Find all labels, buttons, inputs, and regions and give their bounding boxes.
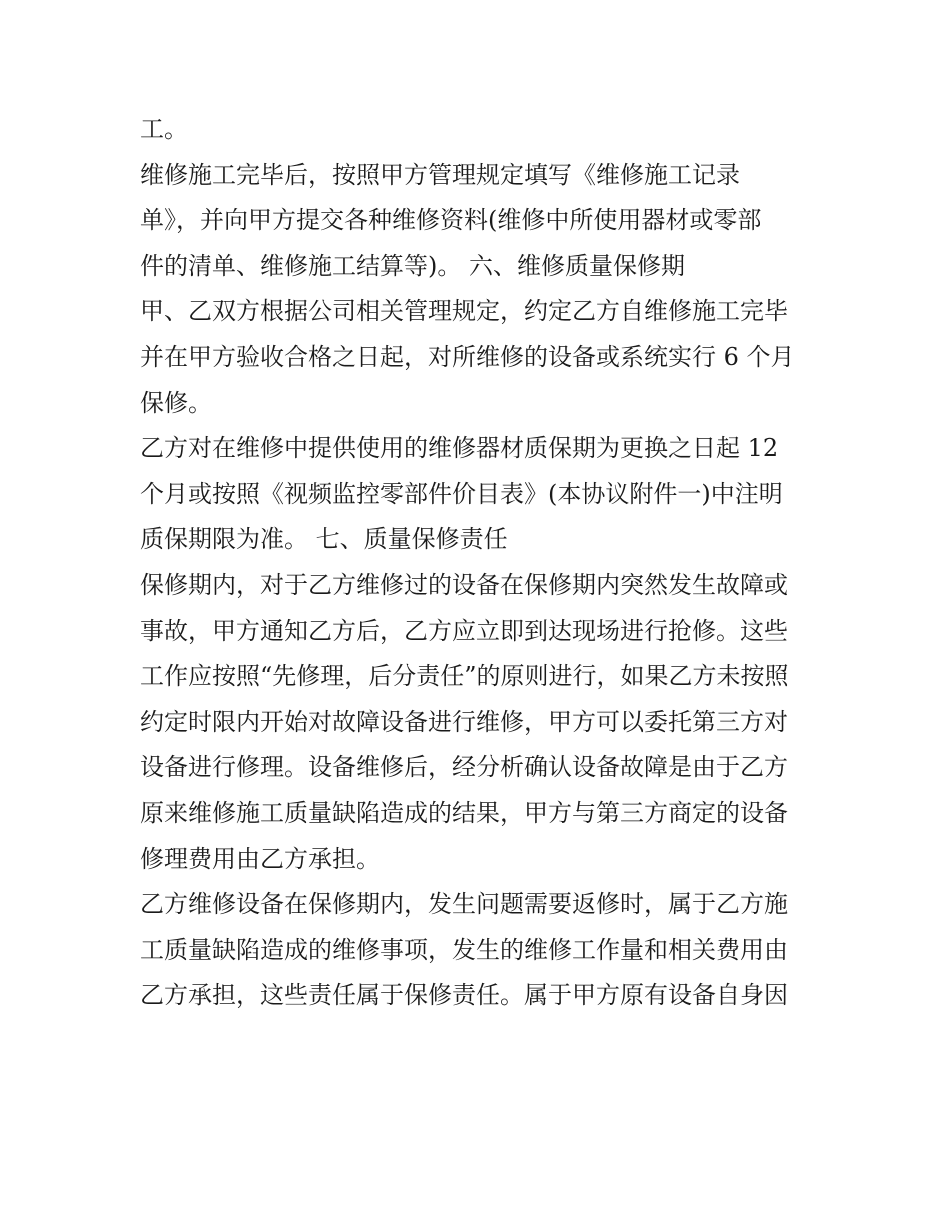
text-line: 事故，甲方通知乙方后，乙方应立即到达现场进行抢修。这些 [140,616,788,645]
document-body [140,107,820,1019]
text-line: 维修施工完毕后，按照甲方管理规定填写《维修施工记录 [140,160,740,189]
text-line: 设备进行修理。设备维修后，经分析确认设备故障是由于乙方 [140,753,788,782]
text-line: 甲、乙双方根据公司相关管理规定，约定乙方自维修施工完毕 [140,297,788,326]
text-line: 修理费用由乙方承担。 [140,844,380,873]
text-line: 保修期内，对于乙方维修过的设备在保修期内突然发生故障或 [140,570,788,599]
text-line: 件的清单、维修施工结算等)。 六、维修质量保修期 [140,251,685,280]
text-line: 个月或按照《视频监控零部件价目表》(本协议附件一)中注明 [140,479,783,508]
text-line: 原来维修施工质量缺陷造成的结果，甲方与第三方商定的设备 [140,798,788,827]
text-line: 乙方承担，这些责任属于保修责任。属于甲方原有设备自身因 [140,981,788,1010]
text-line: 工作应按照“先修理，后分责任”的原则进行，如果乙方未按照 [140,662,789,691]
text-line: 乙方维修设备在保修期内，发生问题需要返修时，属于乙方施 [140,890,788,919]
text-line: 并在甲方验收合格之日起，对所维修的设备或系统实行 6 个月 [140,342,795,371]
text-line: 单》，并向甲方提交各种维修资料(维修中所使用器材或零部 [140,206,762,235]
text-line: 工质量缺陷造成的维修事项，发生的维修工作量和相关费用由 [140,935,788,964]
text-line: 乙方对在维修中提供使用的维修器材质保期为更换之日起 12 [140,434,779,463]
text-line: 工。 [140,115,188,143]
text-line: 约定时限内开始对故障设备进行维修，甲方可以委托第三方对 [140,707,788,736]
text-line: 质保期限为准。 七、质量保修责任 [140,525,508,554]
text-line: 保修。 [140,388,212,417]
